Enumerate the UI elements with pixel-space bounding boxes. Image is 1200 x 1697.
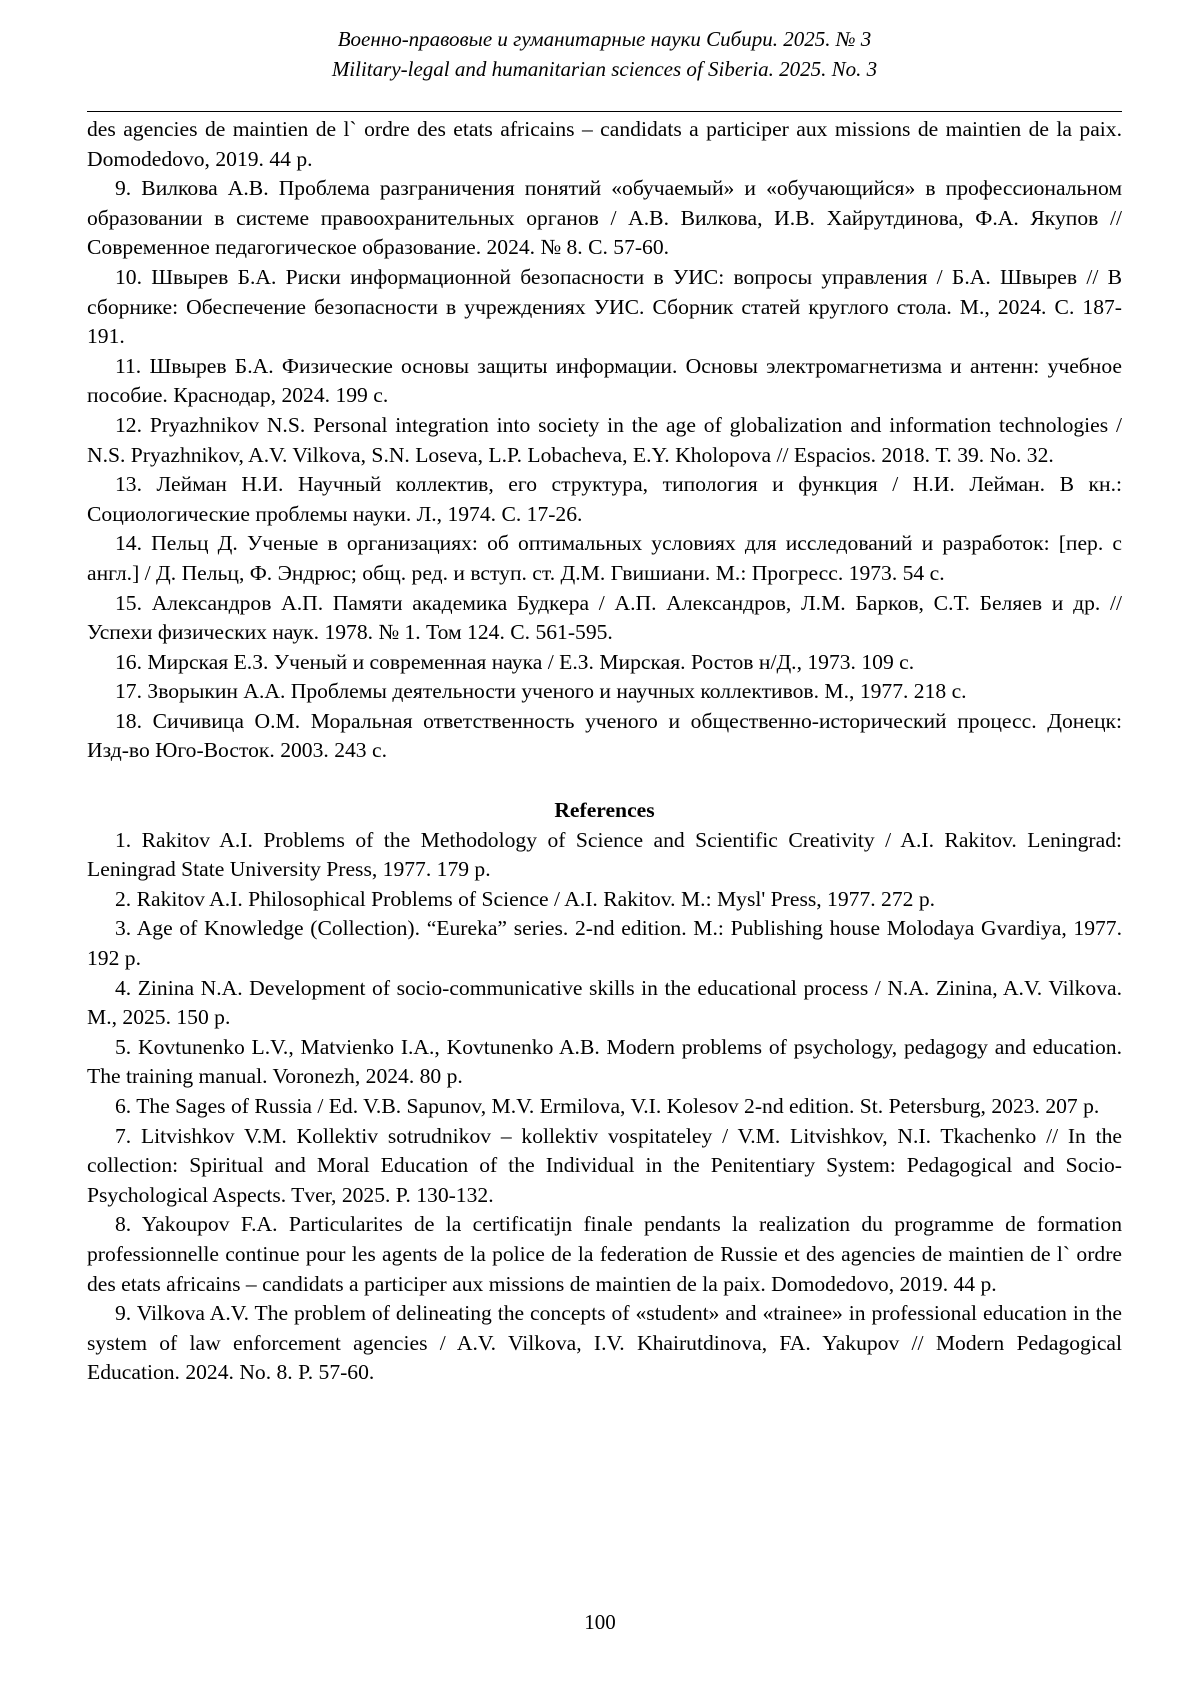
literature-entry: 17. Зворыкин А.А. Проблемы деятельности ученого и научных коллективов. М., 1977. 218 с. bbox=[115, 679, 967, 704]
reference-entry: 6. The Sages of Russia / Ed. V.B. Sapunov, M.V. Ermilova, V.I. Kolesov 2-nd edition. St. Petersburg, 2023. 207 p. bbox=[115, 1094, 1100, 1118]
reference-entry: 1. Rakitov A.I. Problems of the Methodology of Science and Scientific Creativity / A.I. Rakitov. Leningrad: Leningrad State University Press, 1977. 179 p. bbox=[87, 827, 1122, 882]
literature-entry: 13. Лейман Н.И. Научный коллектив, его структура, типология и функция / Н.И. Лейман. В кн.: Социологические проблемы науки. Л., 1974. С. 17-26. bbox=[87, 472, 1122, 526]
header-divider bbox=[87, 111, 1122, 112]
header-line-en: Military-legal and humanitarian sciences of Siberia. 2025. No. 3 bbox=[331, 57, 878, 81]
reference-entry: 7. Litvishkov V.M. Kollektiv sotrudnikov – kollektiv vospitateley / V.M. Litvishkov, N.I. Tkachenko // In the collection: Spiritual and Moral Education of the Individual in the Penitentiary System: Pedagogical and Socio-Psychological Aspects. Tver, 2025. P. 130-132. bbox=[87, 1123, 1122, 1207]
literature-entry: 16. Мирская Е.З. Ученый и современная наука / Е.З. Мирская. Ростов н/Д., 1973. 109 с. bbox=[115, 649, 915, 674]
literature-entry: 11. Швырев Б.А. Физические основы защиты информации. Основы электромагнетизма и антенн: учебное пособие. Краснодар, 2024. 199 с. bbox=[87, 353, 1122, 408]
reference-entry: 8. Yakoupov F.A. Particularites de la certificatijn finale pendants la realization du programme de formation professionnelle continue pour les agents de la police de la federation de Russie et des agencies de maintien de l` ordre des etats africains – candidats a participer aux missions de maintien de la paix. Domodedovo, 2019. 44 p. bbox=[87, 1212, 1122, 1296]
literature-entry: 10. Швырев Б.А. Риски информационной безопасности в УИС: вопросы управления / Б.А. Швырев // В сборнике: Обеспечение безопасности в учреждениях УИС. Сборник статей круглого стола. М., 2024. С. 187-191. bbox=[87, 264, 1122, 349]
continued-entry: des agencies de maintien de l` ordre des etats africains – candidats a participer aux missions de maintien de la paix. Domodedovo, 2019. 44 p. bbox=[87, 117, 1122, 171]
literature-entry: 15. Александров А.П. Памяти академика Будкера / А.П. Александров, Л.М. Барков, С.Т. Беляев и др. // Успехи физических наук. 1978. № 1. Том 124. С. 561-595. bbox=[87, 590, 1122, 645]
literature-entry: 14. Пельц Д. Ученые в организациях: об оптимальных условиях для исследований и разработок: [пер. с англ.] / Д. Пельц, Ф. Эндрюс; общ. ред. и вступ. ст. Д.М. Гвишиани. М.: Прогресс. 1973. 54 с. bbox=[87, 531, 1122, 585]
header-line-ru: Военно-правовые и гуманитарные науки Сибири. 2025. № 3 bbox=[337, 27, 872, 51]
reference-entry: 3. Age of Knowledge (Collection). “Eureka” series. 2-nd edition. M.: Publishing house Molodaya Gvardiya, 1977. 192 p. bbox=[87, 916, 1122, 971]
page-number: 100 bbox=[584, 1610, 616, 1634]
references-heading: References bbox=[554, 798, 655, 823]
reference-entry: 9. Vilkova A.V. The problem of delineating the concepts of «student» and «trainee» in professional education in the system of law enforcement agencies / A.V. Vilkova, I.V. Khairutdinova, FA. Yakupov // Modern Pedagogical Education. 2024. No. 8. P. 57-60. bbox=[87, 1301, 1122, 1385]
literature-entry: 9. Вилкова А.В. Проблема разграничения понятий «обучаемый» и «обучающийся» в профессиональном образовании в системе правоохранительных органов / А.В. Вилкова, И.В. Хайрутдинова, Ф.А. Якупов // Современное педагогическое образование. 2024. № 8. С. 57-60. bbox=[87, 176, 1122, 260]
literature-entry: 18. Сичивица О.М. Моральная ответственность ученого и общественно-исторический процесс. Донецк: Изд-во Юго-Восток. 2003. 243 с. bbox=[87, 708, 1122, 763]
reference-entry: 2. Rakitov A.I. Philosophical Problems of Science / A.I. Rakitov. M.: Mysl' Press, 1977. 272 p. bbox=[115, 886, 936, 911]
reference-entry: 4. Zinina N.A. Development of socio-communicative skills in the educational process / N.A. Zinina, A.V. Vilkova. M., 2025. 150 p. bbox=[87, 975, 1122, 1030]
reference-entry: 5. Kovtunenko L.V., Matvienko I.A., Kovtunenko A.B. Modern problems of psychology, pedagogy and education. The training manual. Voronezh, 2024. 80 p. bbox=[87, 1034, 1122, 1089]
journal-header bbox=[87, 24, 1122, 84]
reference-list bbox=[87, 115, 1122, 1388]
literature-entry: 12. Pryazhnikov N.S. Personal integration into society in the age of globalization and information technologies / N.S. Pryazhnikov, A.V. Vilkova, S.N. Loseva, L.P. Lobacheva, E.Y. Kholopova // Espacios. 2018. Т. 39. No. 32. bbox=[87, 412, 1122, 467]
